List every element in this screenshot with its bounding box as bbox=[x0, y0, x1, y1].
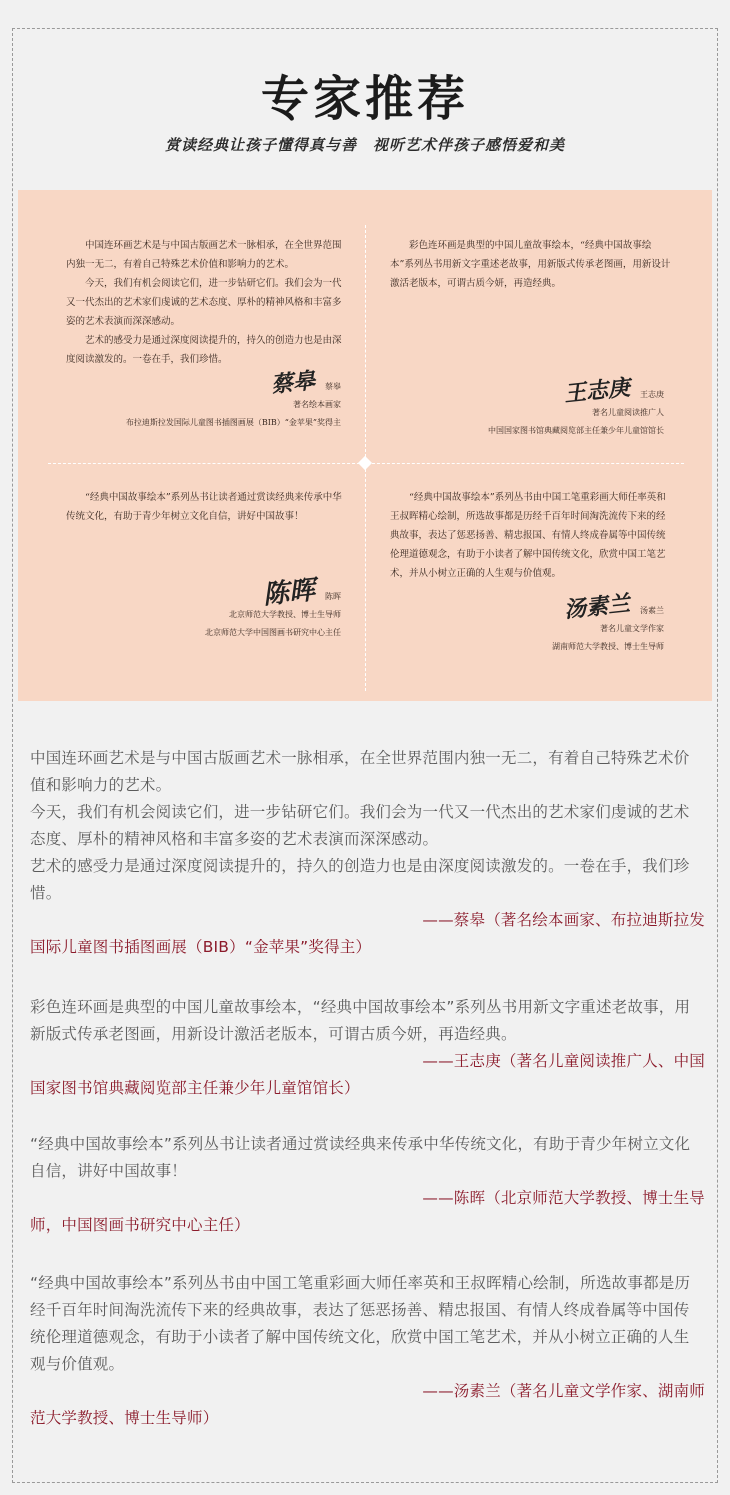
signer-name: 蔡皋 bbox=[325, 382, 341, 391]
section-paragraph: “经典中国故事绘本”系列丛书让读者通过赏读经典来传承中华传统文化，有助于青少年树立文化自信，讲好中国故事！ bbox=[30, 1135, 691, 1180]
recommendation-section-wang-zhigeng bbox=[30, 994, 705, 1102]
quadrant-tang-sulan bbox=[390, 488, 674, 583]
recommendation-section-cai-gao bbox=[30, 745, 705, 961]
signature-block-wang-zhigeng bbox=[364, 374, 664, 440]
attribution: ——陈晖（北京师范大学教授、博士生导 bbox=[422, 1189, 705, 1207]
attribution-continued: 国家图书馆典藏阅览部主任兼少年儿童馆馆长） bbox=[30, 1079, 360, 1097]
signer-name: 陈晖 bbox=[325, 592, 341, 601]
signer-title: 中国国家图书馆典藏阅览部主任兼少年儿童馆馆长 bbox=[488, 426, 664, 435]
signature-block-cai-gao bbox=[41, 367, 341, 432]
signer-title: 布拉迪斯拉发国际儿童图书插图画展（BIB）“金苹果”奖得主 bbox=[125, 418, 341, 427]
signer-name: 汤素兰 bbox=[640, 606, 664, 615]
signature-image: 王志庚 bbox=[562, 374, 632, 408]
signer-title: 北京师范大学中国图画书研究中心主任 bbox=[205, 628, 341, 637]
quadrant-wang-zhigeng bbox=[390, 236, 674, 293]
signature-image: 汤素兰 bbox=[562, 590, 632, 624]
quadrant-paragraph: 中国连环画艺术是与中国古版画艺术一脉相承，在全世界范围内独一无二，有着自己特殊艺术价值和影响力的艺术。 bbox=[66, 240, 342, 270]
recommendation-section-chen-hui bbox=[30, 1131, 705, 1239]
attribution-continued: 师，中国图画书研究中心主任） bbox=[30, 1216, 250, 1234]
quadrant-paragraph: “经典中国故事绘本”系列丛书让读者通过赏读经典来传承中华传统文化，有助于青少年树立文化自信，讲好中国故事！ bbox=[66, 492, 342, 522]
signer-name: 王志庚 bbox=[640, 390, 664, 399]
section-paragraph: “经典中国故事绘本”系列丛书由中国工笔重彩画大师任率英和王叔晖精心绘制，所选故事都是历经千百年时间淘洗流传下来的经典故事，表达了惩恶扬善、精忠报国、有情人终成眷属等中国传统伦理道德观念，有助于小读者了解中国传统文化，欣赏中国工笔艺术，并从小树立正确的人生观与价值观。 bbox=[30, 1274, 691, 1373]
signature-image: 蔡皋 bbox=[269, 367, 317, 399]
quadrant-paragraph: 今天，我们有机会阅读它们，进一步钻研它们。我们会为一代又一代杰出的艺术家们虔诚的艺术态度、厚朴的精神风格和丰富多姿的艺术表演而深深感动。 bbox=[66, 278, 342, 327]
signer-title: 著名儿童文学作家 bbox=[600, 624, 664, 633]
signer-title: 著名儿童阅读推广人 bbox=[592, 408, 664, 417]
quadrant-paragraph: “经典中国故事绘本”系列丛书由中国工笔重彩画大师任率英和王叔晖精心绘制，所选故事都是历经千百年时间淘洗流传下来的经典故事，表达了惩恶扬善、精忠报国、有情人终成眷属等中国传统伦理道德观念，有助于小读者了解中国传统文化，欣赏中国工笔艺术，并从小树立正确的人生观与价值观。 bbox=[390, 492, 666, 579]
quadrant-cai-gao bbox=[66, 236, 346, 369]
attribution-continued: 国际儿童图书插图画展（BIB）“金苹果”奖得主） bbox=[30, 938, 372, 956]
page-title: 专家推荐 bbox=[260, 71, 469, 127]
signer-title: 湖南师范大学教授、博士生导师 bbox=[552, 642, 664, 651]
quadrant-paragraph: 彩色连环画是典型的中国儿童故事绘本，“经典中国故事绘本”系列丛书用新文字重述老故事，用新版式传承老图画，用新设计激活老版本，可谓古质今妍，再造经典。 bbox=[390, 240, 671, 289]
signature-block-tang-sulan bbox=[364, 590, 664, 656]
attribution: ——王志庚（著名儿童阅读推广人、中国 bbox=[422, 1052, 705, 1070]
attribution: ——蔡皋（著名绘本画家、布拉迪斯拉发 bbox=[422, 911, 705, 929]
signer-title: 北京师范大学教授、博士生导师 bbox=[229, 610, 341, 619]
quadrant-chen-hui bbox=[66, 488, 346, 526]
section-paragraph: 中国连环画艺术是与中国古版画艺术一脉相承，在全世界范围内独一无二，有着自己特殊艺术价值和影响力的艺术。 bbox=[30, 749, 690, 794]
recommendation-section-tang-sulan bbox=[30, 1270, 705, 1432]
quadrant-paragraph: 艺术的感受力是通过深度阅读提升的，持久的创造力也是由深度阅读激发的。一卷在手，我们珍惜。 bbox=[66, 335, 342, 365]
signature-block-chen-hui bbox=[41, 575, 341, 642]
page-subtitle: 赏读经典让孩子懂得真与善 视听艺术伴孩子感悟爱和美 bbox=[164, 136, 565, 154]
signature-image: 陈晖 bbox=[261, 575, 317, 611]
attribution: ——汤素兰（著名儿童文学作家、湖南师 bbox=[422, 1382, 705, 1400]
section-paragraph: 艺术的感受力是通过深度阅读提升的，持久的创造力也是由深度阅读激发的。一卷在手，我们珍惜。 bbox=[30, 857, 690, 902]
signer-title: 著名绘本画家 bbox=[293, 400, 341, 409]
attribution-continued: 范大学教授、博士生导师） bbox=[30, 1409, 219, 1427]
section-paragraph: 今天，我们有机会阅读它们，进一步钻研它们。我们会为一代又一代杰出的艺术家们虔诚的艺术态度、厚朴的精神风格和丰富多姿的艺术表演而深深感动。 bbox=[30, 803, 690, 848]
section-paragraph: 彩色连环画是典型的中国儿童故事绘本，“经典中国故事绘本”系列丛书用新文字重述老故事，用新版式传承老图画，用新设计激活老版本，可谓古质今妍，再造经典。 bbox=[30, 998, 691, 1043]
